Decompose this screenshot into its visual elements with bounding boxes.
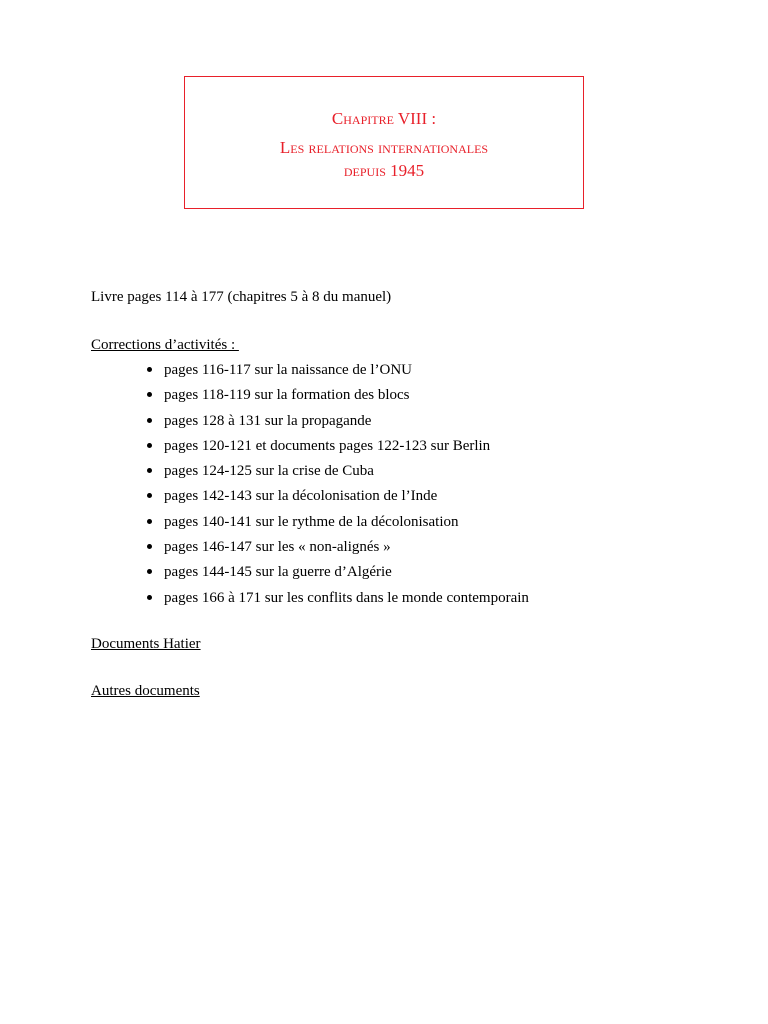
list-item-text: pages 120-121 et documents pages 122-123 sur Berlin: [164, 437, 491, 454]
list-item-text: pages 128 à 131 sur la propagande: [164, 412, 372, 429]
activity-corrections-list: [145, 360, 529, 613]
list-item-text: pages 140-141 sur le rythme de la décolonisation: [164, 513, 459, 530]
list-item-text: pages 142-143 sur la décolonisation de l’Inde: [164, 488, 438, 505]
bullet-icon: [147, 418, 152, 423]
list-item: [145, 512, 529, 537]
list-item: [145, 562, 529, 587]
bullet-icon: [147, 544, 152, 549]
list-item: [145, 360, 529, 385]
bullet-icon: [147, 392, 152, 397]
list-item-text: pages 116-117 sur la naissance de l’ONU: [164, 362, 412, 378]
bullet-icon: [147, 468, 152, 473]
list-item-text: pages 146-147 sur les « non-alignés »: [164, 539, 391, 556]
list-item-text: pages 144-145 sur la guerre d’Algérie: [164, 564, 392, 581]
corrections-heading[interactable]: Corrections d’activités :: [91, 337, 239, 353]
list-item: [145, 588, 529, 613]
chapter-title-box: [184, 76, 584, 209]
chapter-title-line-1: Les relations internationales: [279, 138, 489, 157]
list-item: [145, 385, 529, 410]
documents-hatier-link[interactable]: Documents Hatier: [91, 636, 201, 652]
list-item: [145, 537, 529, 562]
autres-documents-link[interactable]: Autres documents: [91, 683, 200, 699]
list-item: [145, 461, 529, 486]
list-item-text: pages 166 à 171 sur les conflits dans le monde contemporain: [164, 589, 529, 606]
bullet-icon: [147, 367, 152, 372]
textbook-pages-note: Livre pages 114 à 177 (chapitres 5 à 8 du manuel): [91, 289, 392, 305]
bullet-icon: [147, 519, 152, 524]
chapter-number: Chapitre VIII :: [331, 109, 437, 128]
bullet-icon: [147, 595, 152, 600]
list-item-text: pages 118-119 sur la formation des blocs: [164, 387, 410, 404]
list-item: [145, 411, 529, 436]
bullet-icon: [147, 443, 152, 448]
list-item-text: pages 124-125 sur la crise de Cuba: [164, 463, 374, 480]
bullet-icon: [147, 493, 152, 498]
list-item: [145, 486, 529, 511]
bullet-icon: [147, 569, 152, 574]
chapter-title-line-2: depuis 1945: [343, 161, 425, 180]
list-item: [145, 436, 529, 461]
